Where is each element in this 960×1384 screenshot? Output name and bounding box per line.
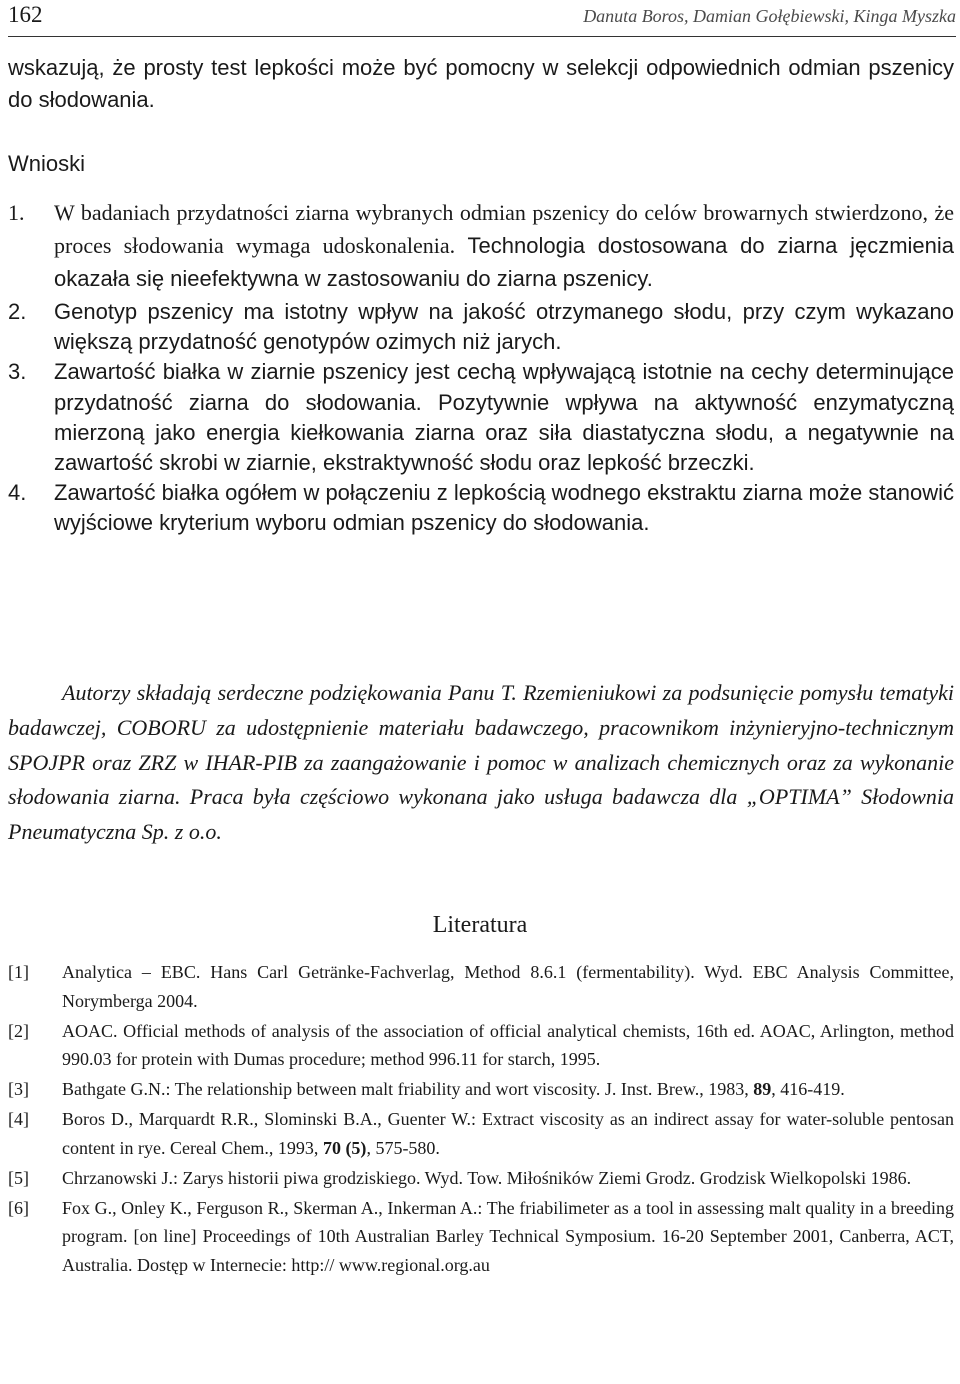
conclusions-list <box>8 198 954 538</box>
reference-number: [1] <box>8 962 29 982</box>
reference-number: [4] <box>8 1109 29 1129</box>
reference-pages: , 416-419. <box>771 1079 845 1099</box>
conclusion-text: Zawartość białka ogółem w połączeniu z lepkością wodnego ekstraktu ziarna może stanowić wyjściowe kryterium wyboru odmian pszenicy do słodowania. <box>54 479 955 535</box>
reference-volume: 70 <box>322 1137 341 1158</box>
conclusion-number: 2. <box>8 299 27 325</box>
conclusion-number: 4. <box>8 479 27 505</box>
reference-item <box>8 1194 954 1280</box>
reference-issue: (5) <box>345 1137 367 1158</box>
conclusion-number: 3. <box>8 359 27 385</box>
page-header <box>8 0 956 37</box>
reference-pages: , 575-580. <box>366 1137 440 1158</box>
conclusion-text: W badaniach przydatności ziarna wybranych odmian pszenicy do celów browarnych stwierdzono, że proces słodowania wymaga udoskonalenia. <box>54 200 954 259</box>
reference-text: Chrzanowski J.: Zarys historii piwa grodziskiego. Wyd. Tow. Miłośników Ziemi Grodz. Grodzisk Wielkopolski 1986. <box>62 1167 912 1188</box>
page-number: 162 <box>8 2 43 27</box>
reference-item <box>8 1164 954 1193</box>
reference-item <box>8 1075 954 1104</box>
reference-text: Bathgate G.N.: The relationship between malt friability and wort viscosity. J. Inst. Brew., 1983, <box>62 1079 754 1099</box>
reference-text: AOAC. Official methods of analysis of the association of official analytical chemists, 16th ed. AOAC, Arlington, method 990.03 for protein with Dumas procedure; method 996.11 for starch, 1995. <box>62 1020 954 1069</box>
conclusion-text: Genotyp pszenicy ma istotny wpływ na jakość otrzymanego słodu, przy czym wykazano większą przydatność genotypów ozimych niż jarych. <box>54 299 954 355</box>
conclusion-number: 1. <box>8 200 25 225</box>
reference-volume: 89 <box>753 1079 772 1099</box>
reference-list <box>8 958 954 1281</box>
conclusion-item <box>8 357 954 477</box>
reference-number: [3] <box>8 1079 29 1099</box>
reference-text: Boros D., Marquardt R.R., Slominski B.A., Guenter W.: Extract viscosity as an indirect assay for water-soluble pentosan content in rye. Cereal Chem., 1993, <box>62 1109 954 1158</box>
conclusion-item <box>8 198 954 297</box>
acknowledgement-paragraph: Autorzy składają serdeczne podziękowania Panu T. Rzemieniukowi za podsunięcie pomysłu tematyki badawczej, COBORU za udostępnienie materiału badawczego, pracownikom inżynieryjno-technicznym SPOJPR oraz ZRZ w IHAR-PIB za zaangażowanie i pomoc w analizach chemicznych oraz za wykonanie słodowania ziarna. Praca była częściowo wykonana jako usługa badawcza dla „OPTIMA” Słodownia Pneumatyczna Sp. z o.o. <box>8 680 954 845</box>
conclusions-heading: Wnioski <box>8 151 86 176</box>
reference-item <box>8 958 954 1015</box>
reference-text: Fox G., Onley K., Ferguson R., Skerman A., Inkerman A.: The friabilimeter as a tool in assessing malt quality in a breeding program. [on line] Proceedings of 10th Australian Barley Technical Symposium. 16-20 September 2001, Canberra, ACT, Australia. Dostęp w Internecie: http:// www.regional.org.au <box>62 1197 954 1275</box>
conclusion-text: Zawartość białka w ziarnie pszenicy jest cechą wpływającą istotnie na cechy determinujące przydatność ziarna do słodowania. Pozytywnie wpływa na aktywność enzymatyczną mierzoną jako energia kiełkowania ziarna oraz siła diastatyczna słodu, a negatywnie na zawartość skrobi w ziarnie, ekstraktywność słodu oraz lepkość brzeczki. <box>54 359 954 475</box>
conclusion-item <box>8 478 954 538</box>
reference-item <box>8 1017 954 1074</box>
reference-number: [5] <box>8 1167 29 1188</box>
running-head-authors: Danuta Boros, Damian Gołębiewski, Kinga Myszka <box>583 6 956 26</box>
reference-number: [6] <box>8 1197 29 1218</box>
intro-paragraph: wskazują, że prosty test lepkości może być pomocny w selekcji odpowiednich odmian pszenicy do słodowania. <box>8 55 954 112</box>
reference-item <box>8 1105 954 1162</box>
literature-heading: Literatura <box>432 912 528 938</box>
reference-number: [2] <box>8 1020 29 1041</box>
conclusion-text: Technologia dostosowana do ziarna jęczmienia okazała się nieefektywna w zastosowaniu do ziarna pszenicy. <box>54 233 954 292</box>
reference-text: Analytica – EBC. Hans Carl Getränke-Fachverlag, Method 8.6.1 (fermentability). Wyd. EBC Analysis Committee, Norymberga 2004. <box>62 962 954 1011</box>
conclusion-item <box>8 297 954 357</box>
